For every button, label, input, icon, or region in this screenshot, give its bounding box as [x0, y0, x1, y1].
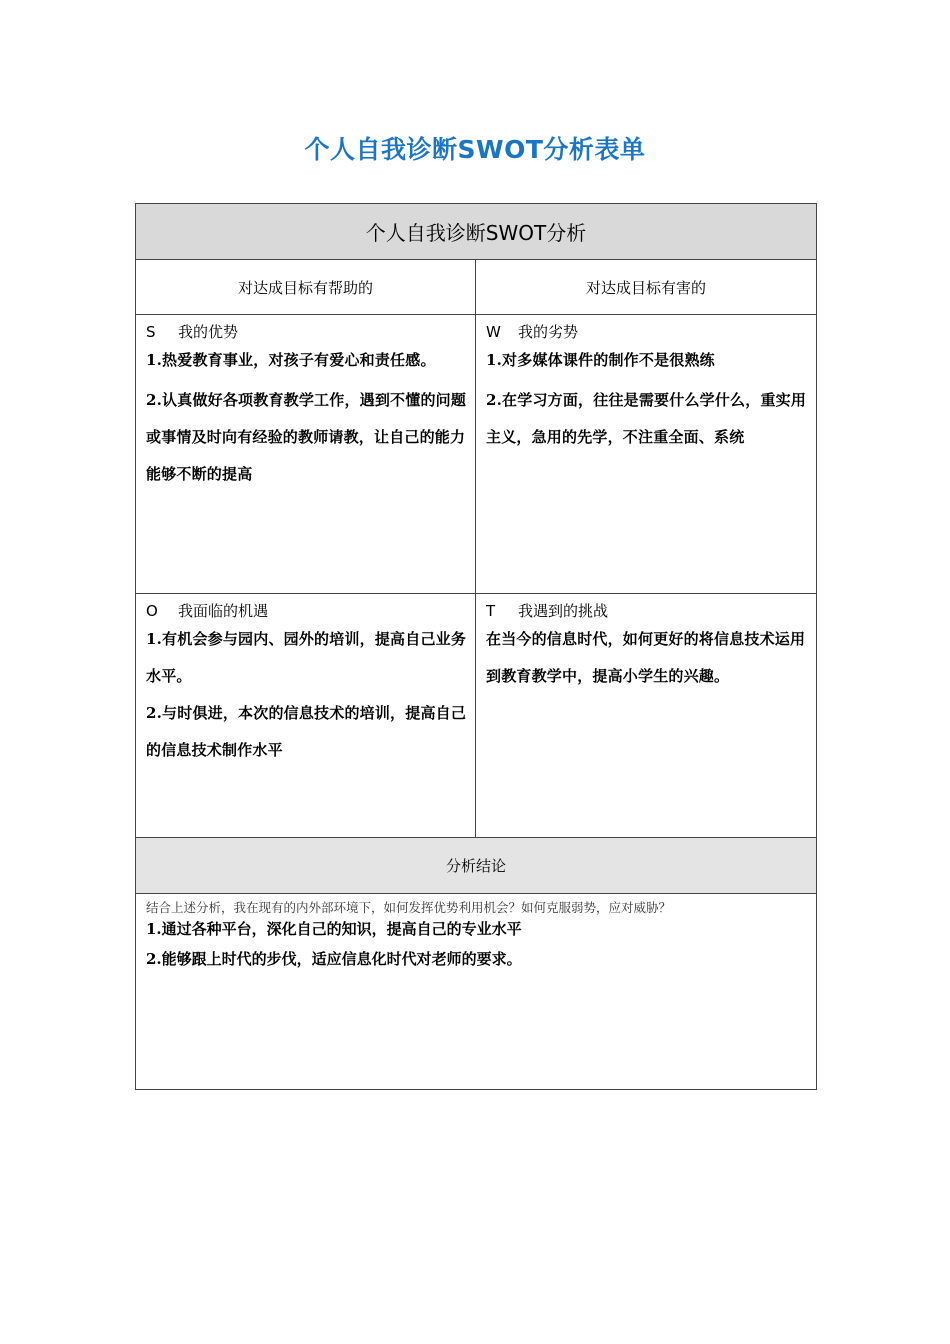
weaknesses-item: 1.对多媒体课件的制作不是很熟练: [486, 351, 715, 369]
conclusion-item: 1.通过各种平台，深化自己的知识，提高自己的专业水平: [146, 920, 522, 938]
opportunities-title-text: 我面临的机遇: [178, 602, 269, 620]
strengths-title: [146, 320, 469, 344]
table-header: 个人自我诊断SWOT分析: [136, 204, 817, 260]
strengths-title-text: 我的优势: [178, 323, 239, 341]
strengths-item: 2.认真做好各项教育教学工作，遇到不懂的问题或事情及时向有经验的教师请教，让自己的能力能够不断的提高: [146, 391, 467, 483]
opportunities-threats-row: [136, 594, 817, 838]
column-header-harmful: 对达成目标有害的: [476, 260, 817, 315]
strengths-weaknesses-row: [136, 315, 817, 594]
weaknesses-title-text: 我的劣势: [518, 323, 579, 341]
conclusion-cell: [136, 894, 817, 1090]
threats-letter: T: [486, 602, 496, 620]
threats-title: [486, 599, 810, 623]
conclusion-body-row: [136, 894, 817, 1090]
document-title: 个人自我诊断SWOT分析表单: [304, 135, 646, 164]
weaknesses-cell: [476, 315, 817, 594]
strengths-item: 1.热爱教育事业，对孩子有爱心和责任感。: [146, 351, 436, 369]
conclusion-item: 2.能够跟上时代的步伐，适应信息化时代对老师的要求。: [146, 950, 522, 968]
strengths-cell: [136, 315, 476, 594]
swot-table: [135, 203, 817, 1090]
threats-title-text: 我遇到的挑战: [518, 602, 609, 620]
threats-cell: [476, 594, 817, 838]
opportunities-item: 2.与时俱进，本次的信息技术的培训，提高自己的信息技术制作水平: [146, 704, 467, 759]
opportunities-title: [146, 599, 469, 623]
opportunities-cell: [136, 594, 476, 838]
conclusion-header-row: [136, 838, 817, 894]
opportunities-letter: O: [146, 602, 158, 620]
table-header-row: [136, 204, 817, 260]
conclusion-prompt: 结合上述分析，我在现有的内外部环境下，如何发挥优势利用机会？如何克服弱势，应对威胁？: [146, 900, 672, 915]
weaknesses-title: [486, 320, 810, 344]
column-header-row: [136, 260, 817, 315]
strengths-letter: S: [146, 323, 156, 341]
weaknesses-item: 2.在学习方面，往往是需要什么学什么，重实用主义，急用的先学，不注重全面、系统: [486, 391, 807, 446]
opportunities-item: 1.有机会参与园内、园外的培训，提高自己业务水平。: [146, 630, 467, 685]
threats-item: 在当今的信息时代，如何更好的将信息技术运用到教育教学中，提高小学生的兴趣。: [486, 630, 806, 685]
column-header-helpful: 对达成目标有帮助的: [136, 260, 476, 315]
weaknesses-letter: W: [486, 323, 501, 341]
conclusion-header: 分析结论: [136, 838, 817, 894]
